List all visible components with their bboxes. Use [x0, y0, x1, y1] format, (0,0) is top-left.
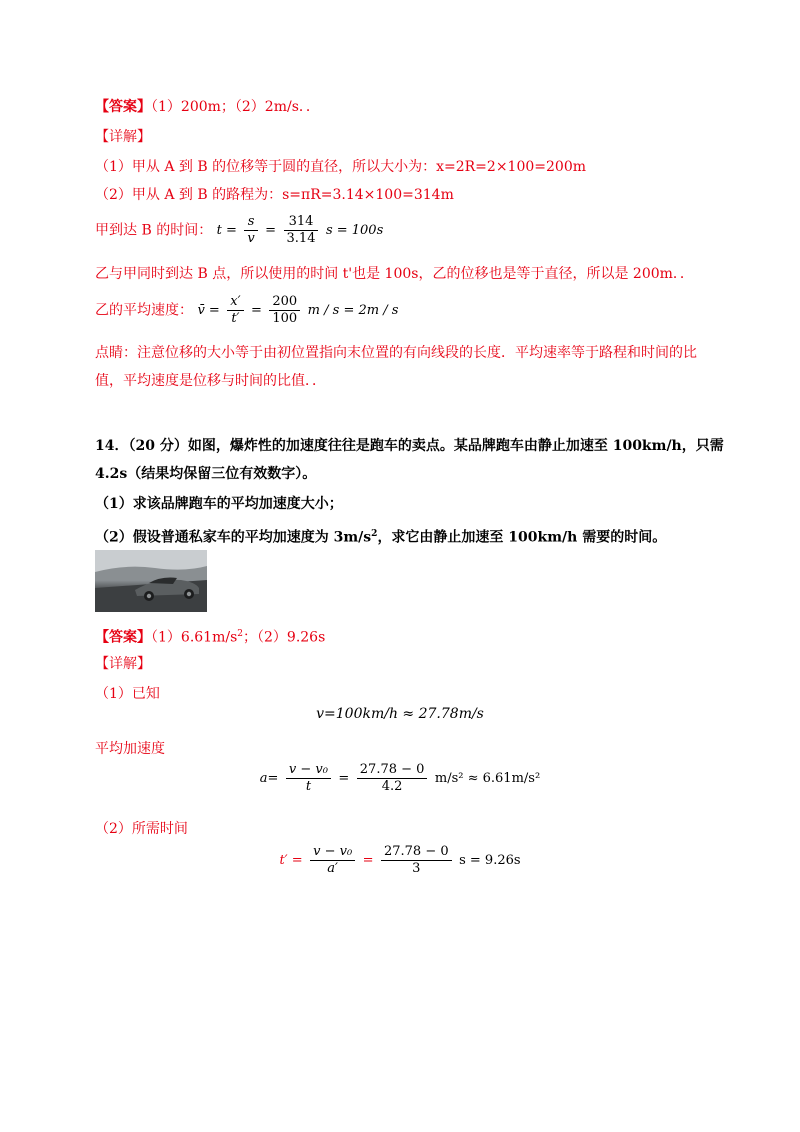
question-14-line-2: 4.2s（结果均保留三位有效数字）。 — [95, 466, 317, 482]
time2-frac-1-num: v − v₀ — [310, 844, 355, 861]
question-14-sub-1: （1）求该品牌跑车的平均加速度大小； — [95, 496, 343, 512]
time-eq: = — [265, 222, 277, 238]
time-frac-2-den: 3.14 — [286, 231, 316, 246]
question-14-sub-2 — [95, 524, 666, 548]
velocity-frac-2-den: 100 — [272, 311, 298, 326]
time-formula-line — [95, 214, 383, 254]
sub-2-text-a: （2）假设普通私家车的平均加速度为 3m/s — [95, 529, 372, 546]
detail-tag — [95, 127, 151, 147]
sub-2-text-b: ，求它由静止加速至 100km/h 需要的时间。 — [377, 529, 667, 546]
answer-2-text-b: ；（2）9.26s — [243, 629, 326, 646]
velocity-formula-line — [95, 294, 398, 334]
time-frac-1 — [244, 214, 257, 247]
time-lhs: t = — [216, 222, 237, 238]
velocity-lhs: v̄ = — [197, 302, 220, 318]
detail-line-2: （2）甲从 A 到 B 的路程为：s=πR=3.14×100=314m — [95, 187, 454, 203]
detail-tag-2: 【详解】 — [95, 656, 151, 672]
velocity-frac-1 — [227, 294, 243, 327]
answer-text: （1）200m；（2）2m/s．． — [151, 99, 320, 115]
answer-2-text-a: （1）6.61m/s — [151, 629, 238, 646]
answer-tag-2: 【答案】 — [95, 629, 151, 646]
time2-frac-2-num: 27.78 − 0 — [381, 844, 452, 861]
time-frac-2-num: 314 — [284, 214, 319, 231]
equation-acceleration — [0, 762, 800, 802]
answer-line-1 — [95, 97, 320, 117]
velocity-frac-1-num: x′ — [227, 294, 243, 311]
sports-car-icon — [95, 550, 207, 612]
detail-line-4: 乙与甲同时到达 B 点，所以使用的时间 t'也是 100s，乙的位移也是等于直径，所以是 200m．． — [95, 266, 694, 282]
time2-eq: = — [362, 853, 374, 868]
answer-2-sup: 2 — [237, 629, 243, 639]
equation-velocity — [0, 706, 800, 722]
acc-frac-1-den: t — [305, 779, 312, 794]
time-tail: s = 100s — [325, 222, 384, 238]
time2-tail: s = 9.26s — [459, 853, 521, 868]
acc-frac-1-num: v − v₀ — [286, 762, 331, 779]
velocity-tail: m / s = 2m / s — [307, 302, 399, 318]
equation-velocity-text: v=100km/h ≈ 27.78m/s — [316, 706, 484, 722]
velocity-frac-2 — [269, 294, 300, 327]
detail-line-1: （1）甲从 A 到 B 的位移等于圆的直径，所以大小为：x=2R=2×100=200m — [95, 159, 586, 175]
time2-frac-1 — [310, 844, 355, 877]
acc-tail: m/s² ≈ 6.61m/s² — [434, 771, 541, 786]
acc-lhs: a= — [259, 771, 279, 786]
equation-time — [0, 844, 800, 884]
answer-tag: 【答案】 — [95, 99, 151, 115]
time-label: 甲到达 B 的时间： — [95, 222, 213, 239]
acc-frac-2-den: 4.2 — [381, 779, 403, 794]
avg-acc-label: 平均加速度 — [95, 741, 165, 757]
time2-frac-2 — [381, 844, 452, 877]
time-frac-1-num: s — [244, 214, 257, 231]
note-line-2: 值，平均速度是位移与时间的比值．． — [95, 373, 326, 389]
need-time-label: （2）所需时间 — [95, 821, 188, 837]
acc-eq: = — [338, 771, 350, 786]
acc-frac-2 — [357, 762, 428, 795]
time2-frac-2-den: 3 — [412, 861, 421, 876]
time-frac-1-den: v — [247, 231, 255, 246]
sports-car-image — [95, 550, 207, 612]
note-line-1: 点睛：注意位移的大小等于由初位置指向末位置的有向线段的长度．平均速率等于路程和时间的比 — [95, 345, 697, 361]
sub-2-sup: 2 — [371, 529, 378, 539]
question-14-line-1: 14．（20 分）如图，爆炸性的加速度往往是跑车的卖点。某品牌跑车由静止加速至 100km/h，只需 — [95, 438, 724, 454]
velocity-frac-1-den: t′ — [231, 311, 240, 326]
acc-frac-2-num: 27.78 − 0 — [357, 762, 428, 779]
velocity-frac-2-num: 200 — [269, 294, 300, 311]
detail-tag-text: 【详解】 — [95, 129, 151, 145]
known-label: （1）已知 — [95, 686, 160, 702]
answer-line-2 — [95, 624, 325, 648]
velocity-label: 乙的平均速度： — [95, 302, 193, 319]
velocity-eq: = — [251, 302, 262, 318]
time2-frac-1-den: a′ — [327, 861, 338, 876]
time2-lhs: t′ = — [279, 853, 303, 868]
acc-frac-1 — [286, 762, 331, 795]
time-frac-2 — [284, 214, 319, 247]
